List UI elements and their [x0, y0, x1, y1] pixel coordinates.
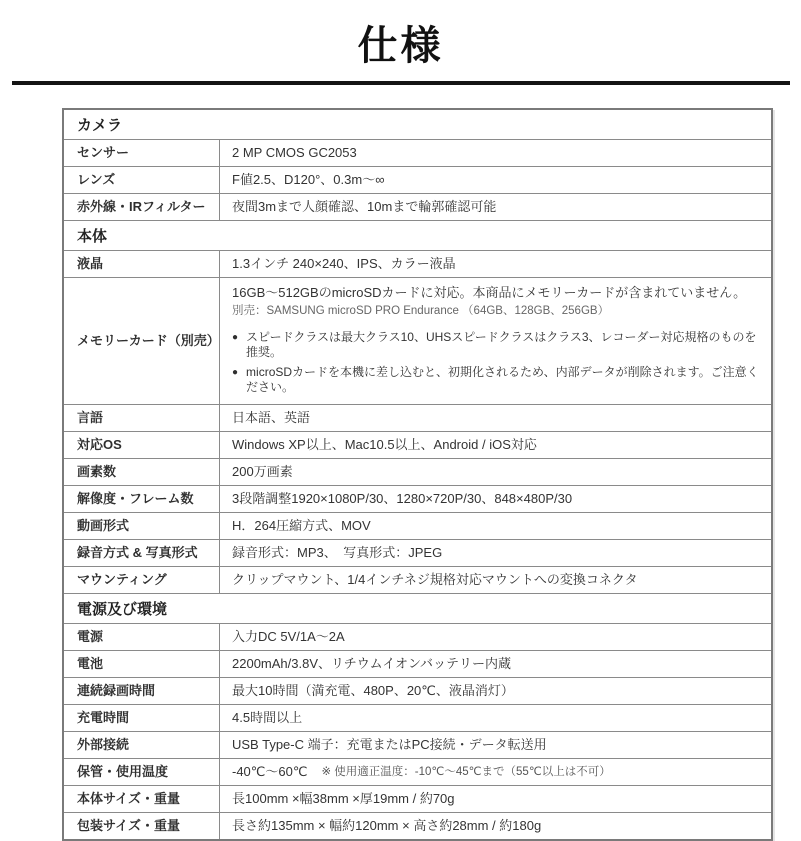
temperature-value: -40℃～60℃: [232, 764, 308, 779]
row-label: 本体サイズ・重量: [64, 786, 220, 812]
bullet-text: microSDカードを本機に差し込むと、初期化されるため、内部データが削除されます。ご注意ください。: [246, 365, 759, 394]
row-label: 外部接続: [64, 732, 220, 758]
table-row-memory-card: [64, 277, 771, 404]
row-label: メモリーカード（別売）: [64, 278, 220, 404]
page-title: 仕様: [357, 24, 444, 68]
row-label: 赤外線・IRフィルター: [64, 194, 220, 220]
row-value: 2 MP CMOS GC2053: [232, 145, 357, 160]
row-value: 3段階調整1920×1080P/30、1280×720P/30、848×480P/30: [232, 491, 573, 506]
row-label: センサー: [64, 140, 220, 166]
row-value: クリップマウント、1/4インチネジ規格対応マウントへの変換コネクタ: [232, 572, 638, 587]
temperature-note: ※ 使用適正温度：-10℃～45℃まで（55℃以上は不可）: [321, 766, 611, 778]
row-label: 画素数: [64, 459, 220, 485]
row-value: F値2.5、D120°、0.3m～∞: [232, 172, 385, 187]
row-value: 日本語、英語: [232, 410, 311, 425]
table-row-temperature: [64, 758, 771, 785]
table-row-external-connection: [64, 731, 771, 758]
table-row-os: [64, 431, 771, 458]
table-row-charging-time: [64, 704, 771, 731]
section-header-body: [64, 220, 771, 250]
row-label: 動画形式: [64, 513, 220, 539]
table-row-resolution: [64, 485, 771, 512]
table-row-mounting: [64, 566, 771, 593]
row-label: 電池: [64, 651, 220, 677]
spec-table: [62, 108, 773, 841]
section-title: 本体: [77, 228, 108, 245]
memory-bullet-1: [232, 330, 761, 360]
memory-bullet-2: [232, 365, 761, 395]
row-value: 長さ約135mm × 幅約120mm × 高さ約28mm / 約180g: [232, 818, 542, 833]
table-row-body-size-weight: [64, 785, 771, 812]
table-row-language: [64, 404, 771, 431]
table-row-video-format: [64, 512, 771, 539]
row-label: 液晶: [64, 251, 220, 277]
section-header-camera: [64, 110, 771, 139]
table-row-battery: [64, 650, 771, 677]
table-row-infrared: [64, 193, 771, 220]
row-value: USB Type-C 端子：充電またはPC接続・データ転送用: [232, 737, 547, 752]
row-value: [220, 278, 771, 404]
row-value: 最大10時間（満充電、480P、20℃、液晶消灯）: [232, 683, 514, 698]
row-label: 連続録画時間: [64, 678, 220, 704]
row-value: 入力DC 5V/1A～2A: [232, 629, 345, 644]
row-label: マウンティング: [64, 567, 220, 593]
table-row-sensor: [64, 139, 771, 166]
row-value: 1.3インチ 240×240、IPS、カラー液晶: [232, 256, 456, 271]
table-row-power: [64, 623, 771, 650]
row-label: 対応OS: [64, 432, 220, 458]
row-value: 夜間3mまで人顔確認、10mまで輪郭確認可能: [232, 199, 497, 214]
row-label: 録音方式 & 写真形式: [64, 540, 220, 566]
table-row-pixels: [64, 458, 771, 485]
section-title: 電源及び環境: [77, 601, 168, 618]
row-value: 200万画素: [232, 464, 293, 479]
table-row-lcd: [64, 250, 771, 277]
bullet-icon: ●: [232, 367, 239, 378]
bullet-text: スピードクラスは最大クラス10、UHSスピードクラスはクラス3、レコーダー対応規格のものを推奨。: [246, 330, 757, 359]
row-label: レンズ: [64, 167, 220, 193]
section-header-power: [64, 593, 771, 623]
table-row-lens: [64, 166, 771, 193]
bullet-icon: ●: [232, 332, 239, 343]
row-value: Windows XP以上、Mac10.5以上、Android / iOS対応: [232, 437, 537, 452]
table-row-audio-photo-format: [64, 539, 771, 566]
row-value: 長100mm ×幅38mm ×厚19mm / 約70g: [232, 791, 455, 806]
memory-note-text: 別売：SAMSUNG microSD PRO Endurance （64GB、128GB、256GB）: [232, 305, 610, 317]
table-row-recording-time: [64, 677, 771, 704]
row-value: [220, 759, 771, 785]
memory-main-text: 16GB～512GBのmicroSDカードに対応。本商品にメモリーカードが含まれていません。: [232, 285, 747, 300]
row-label: 言語: [64, 405, 220, 431]
title-divider: [12, 81, 790, 85]
section-title: カメラ: [77, 117, 123, 134]
row-value: 録音形式：MP3、 写真形式：JPEG: [232, 545, 443, 560]
row-label: 充電時間: [64, 705, 220, 731]
row-label: 解像度・フレーム数: [64, 486, 220, 512]
row-value: H．264圧縮方式、MOV: [232, 518, 371, 533]
row-label: 保管・使用温度: [64, 759, 220, 785]
row-label: 電源: [64, 624, 220, 650]
row-value: 2200mAh/3.8V、リチウムイオンバッテリー内蔵: [232, 656, 512, 671]
row-label: 包装サイズ・重量: [64, 813, 220, 839]
table-row-package-size-weight: [64, 812, 771, 839]
row-value: 4.5時間以上: [232, 710, 303, 725]
